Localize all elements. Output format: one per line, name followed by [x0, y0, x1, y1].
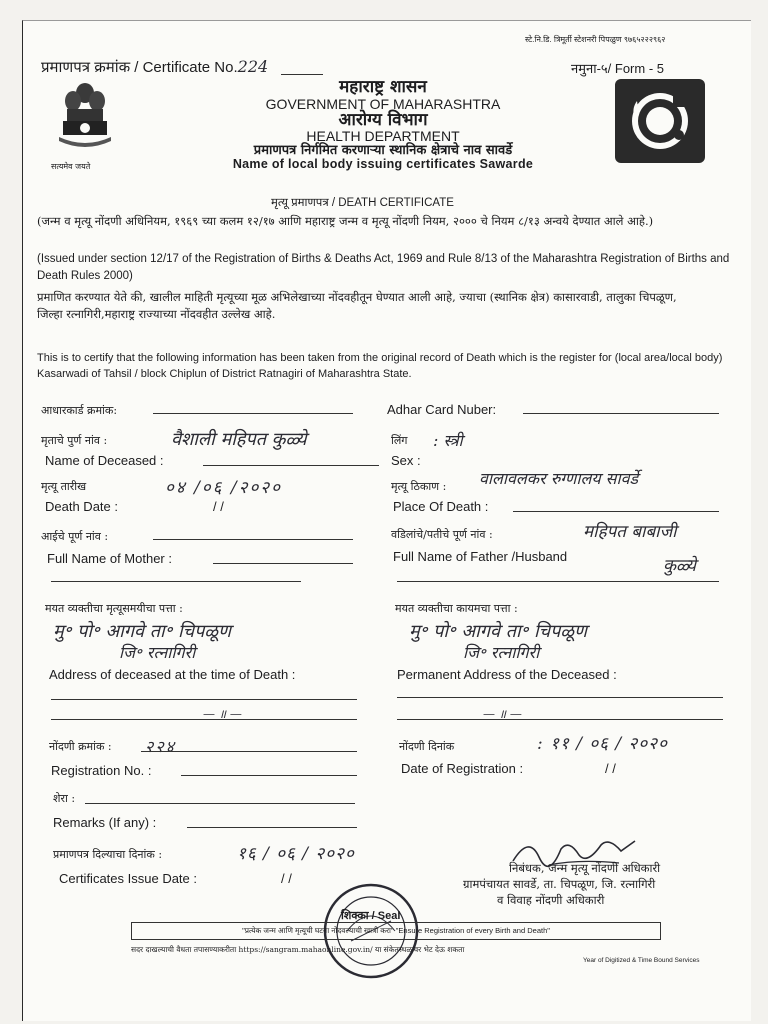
issued-under-marathi: (जन्म व मृत्यू नोंदणी अधिनियम, १९६९ च्या कलम १२/१७ आणि महाराष्ट्र जन्म व मृत्यू नोंदणी नियम, २००० चे नियम ८/१३ अन्वये देण्यात आले आहे.)	[37, 214, 654, 228]
issue-date-label-english: Certificates Issue Date :	[59, 871, 197, 886]
father-line	[397, 581, 719, 582]
deceased-name-label-english: Name of Deceased :	[45, 453, 164, 468]
father-name-value-2: कुळ्ये	[663, 556, 696, 576]
address-death-line-2	[51, 719, 357, 720]
issue-date-label-marathi: प्रमाणपत्र दिल्याचा दिनांक :	[53, 848, 163, 861]
certificate-number-line	[281, 74, 323, 75]
address-permanent-line-1	[397, 697, 723, 698]
father-name-value-1: महिपत बाबाजी	[583, 522, 677, 542]
issued-under-english: (Issued under section 12/17 of the Registration of Births & Deaths Act, 1969 and Rule 8/13 of the Maharashtra Registration of Births and Death Rules 2000)	[37, 253, 730, 282]
registration-date-label-marathi: नोंदणी दिनांक	[399, 740, 455, 753]
department-english: HEALTH DEPARTMENT	[306, 128, 460, 145]
mother-label-marathi: आईचे पूर्ण नांव :	[41, 530, 109, 543]
address-permanent-ditto: — ॥ —	[483, 707, 522, 721]
aadhar-label-marathi: आधारकार्ड क्रमांक:	[41, 404, 118, 417]
death-place-line	[513, 511, 719, 512]
aadhar-line	[153, 413, 353, 414]
sex-label-marathi: लिंग	[391, 434, 408, 447]
department-marathi: आरोग्य विभाग	[338, 109, 428, 130]
sex-value: : स्त्री	[433, 431, 463, 450]
certificate-number-row	[41, 57, 268, 77]
address-death-value-1: मु॰ पो॰ आगवे ता॰ चिपळूण	[53, 621, 232, 642]
form-number: नमुना-५/ Form - 5	[571, 61, 664, 76]
mother-line-3	[51, 581, 301, 582]
remarks-line-1	[85, 803, 355, 804]
government-english: GOVERNMENT OF MAHARASHTRA	[265, 95, 501, 112]
death-date-label-english: Death Date :	[45, 499, 118, 514]
remarks-line-2	[187, 827, 357, 828]
aadhar-label-english: Adhar Card Nuber:	[387, 402, 497, 417]
mother-label-english: Full Name of Mother :	[47, 551, 172, 566]
address-permanent-value-2: जि॰ रत्नागिरी	[463, 643, 540, 662]
address-permanent-value-1: मु॰ पो॰ आगवे ता॰ चिपळूण	[409, 621, 588, 642]
local-body-marathi: प्रमाणपत्र निर्गमित करणाऱ्या स्थानिक क्षेत्राचे नाव सावर्डे	[253, 143, 513, 159]
certificate-title: मृत्यू प्रमाणपत्र / DEATH CERTIFICATE	[271, 197, 454, 209]
government-marathi: महाराष्ट्र शासन	[339, 77, 427, 97]
registration-date-value: : ११ / ०६ / २०२०	[537, 734, 668, 754]
aadhar-english-line	[523, 413, 719, 414]
certify-marathi: प्रमाणित करण्यात येते की, खालील माहिती मृत्यूच्या मूळ अभिलेखाच्या नोंदवहीतून घेण्यात आली आहे, ज्याचा (स्थानिक क्षेत्र) कासारवाडी, तालुका चिपळूण, जिल्हा रत्नागिरी,महाराष्ट्र राज्याच्या नोंदवहीत उल्लेख आहे.	[37, 290, 677, 321]
certificate-number-value: 224	[237, 57, 269, 76]
address-permanent-line-2	[397, 719, 723, 720]
address-death-label-marathi: मयत व्यक्तीचा मृत्यूसमयीचा पत्ता :	[45, 602, 183, 615]
issue-date-value: १६ / ०६ / २०२०	[237, 844, 355, 864]
emblem-motto: सत्यमेव जयते	[51, 162, 91, 171]
registration-no-label-marathi: नोंदणी क्रमांक :	[49, 740, 112, 753]
remarks-label-english: Remarks (If any) :	[53, 815, 157, 830]
certificate-number-label: प्रमाणपत्र क्रमांक / Certificate No.	[41, 59, 238, 76]
health-department-logo-icon	[615, 79, 705, 163]
remarks-label-marathi: शेरा :	[53, 792, 76, 805]
registration-no-value: २२४	[145, 737, 176, 756]
ensure-registration-notice: "प्रत्येक जन्म आणि मृत्यूची घटना नोंदवल्याची खात्री करा" "Ensure Registration of every Birth and Death"	[131, 922, 661, 940]
certify-english: This is to certify that the following information has been taken from the original record of Death which is the register for (local area/local body) Kasarwadi of Tahsil / block Chiplun of District Ratnagiri of Maharashtra State.	[37, 352, 723, 380]
father-label-english: Full Name of Father /Husband	[393, 549, 568, 564]
local-body-english: Name of local body issuing certificates Sawarde	[232, 156, 534, 171]
death-date-label-marathi: मृत्यू तारीख	[41, 480, 87, 493]
state-emblem-icon	[53, 79, 117, 171]
certificate-sheet	[22, 20, 751, 1021]
mother-line-2	[213, 563, 353, 564]
verification-note: सदर दाखल्याची वैधता तपासण्याकरीता https://sangram.mahaonline.gov.in/ या संकेतस्थळावर भेट देऊ शकता	[131, 945, 465, 954]
death-place-value: वालावलकर रुग्णालय सावर्डे	[479, 469, 639, 488]
address-death-ditto: — ॥ —	[203, 707, 242, 721]
registration-no-line-1	[141, 751, 357, 752]
death-place-label-english: Place Of Death :	[393, 499, 489, 514]
sex-label-english: Sex :	[391, 453, 421, 468]
deceased-name-line	[203, 465, 379, 466]
year-note: Year of Digitized & Time Bound Services	[583, 957, 700, 964]
death-date-value: ०४ /०६ /२०२०	[165, 478, 282, 498]
seal-label: शिक्का / Seal	[341, 910, 401, 922]
deceased-name-value: वैशाली महिपत कुळ्ये	[171, 429, 307, 450]
header-block	[173, 79, 593, 171]
registration-date-separators: / /	[605, 761, 616, 776]
address-death-label-english: Address of deceased at the time of Death :	[49, 667, 296, 682]
address-death-value-2: जि॰ रत्नागिरी	[119, 643, 196, 662]
address-permanent-label-english: Permanent Address of the Deceased :	[397, 667, 617, 682]
death-place-label-marathi: मृत्यू ठिकाण :	[391, 480, 447, 493]
registration-no-label-english: Registration No. :	[51, 763, 152, 778]
officer-title-3: व विवाह नोंदणी अधिकारी	[497, 893, 605, 907]
registration-date-label-english: Date of Registration :	[401, 761, 524, 776]
officer-title-2: ग्रामपंचायत सावर्डे, ता. चिपळूण, जि. रत्नागिरी	[463, 877, 656, 891]
deceased-name-label-marathi: मृताचे पुर्ण नांव :	[41, 434, 108, 447]
issue-date-separators: / /	[281, 871, 292, 886]
address-permanent-label-marathi: मयत व्यक्तीचा कायमचा पत्ता :	[395, 602, 518, 615]
address-death-line-1	[51, 699, 357, 700]
printer-serial: स्टे.नि.डि. त्रिमूर्ती स्टेशनरी पिपळुण ९७६५२२२९६२	[525, 35, 666, 44]
mother-line-1	[153, 539, 353, 540]
death-date-separators: / /	[213, 499, 224, 514]
father-label-marathi: वडिलांचे/पतीचे पूर्ण नांव :	[391, 528, 493, 541]
officer-title-1: निबंधक, जन्म मृत्यू नोंदणी अधिकारी	[509, 861, 661, 875]
registration-no-line-2	[181, 775, 357, 776]
